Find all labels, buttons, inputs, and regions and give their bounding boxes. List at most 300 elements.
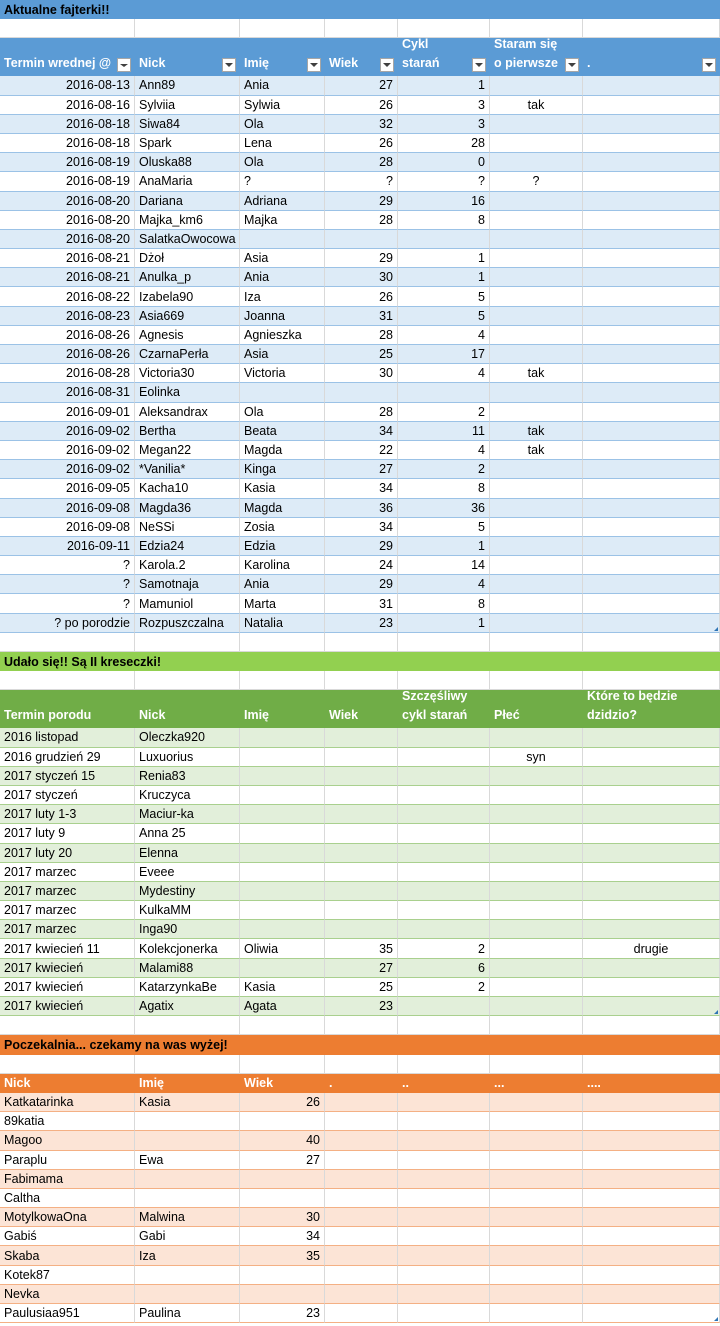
table-cell[interactable] [583, 326, 720, 345]
table-cell[interactable] [398, 1131, 490, 1150]
table-cell[interactable]: Fabimama [0, 1170, 135, 1189]
sort-filter-icon[interactable] [117, 58, 131, 72]
table-cell[interactable] [490, 556, 583, 575]
table-cell[interactable] [583, 76, 720, 95]
table-cell[interactable]: 16 [398, 192, 490, 211]
empty-cell[interactable] [135, 1055, 240, 1074]
table-cell[interactable]: Maciur-ka [135, 805, 240, 824]
table-cell[interactable] [398, 728, 490, 747]
table-cell[interactable]: KatarzynkaBe [135, 978, 240, 997]
table-cell[interactable]: 8 [398, 594, 490, 613]
table-cell[interactable]: Natalia [240, 614, 325, 633]
table-cell[interactable]: 2016-09-02 [0, 460, 135, 479]
table-cell[interactable] [490, 230, 583, 249]
empty-cell[interactable] [583, 1055, 720, 1074]
table-cell[interactable] [490, 76, 583, 95]
table-cell[interactable] [583, 594, 720, 613]
table-cell[interactable] [398, 1189, 490, 1208]
table-cell[interactable]: Anna 25 [135, 824, 240, 843]
empty-cell[interactable] [135, 1016, 240, 1035]
table-cell[interactable]: Oleczka920 [135, 728, 240, 747]
filter-dropdown-icon[interactable] [702, 58, 716, 72]
table-cell[interactable] [583, 153, 720, 172]
table-cell[interactable]: KulkaMM [135, 901, 240, 920]
table-cell[interactable] [240, 1285, 325, 1304]
empty-cell[interactable] [325, 1016, 398, 1035]
table-cell[interactable]: Beata [240, 422, 325, 441]
table-cell[interactable]: Nevka [0, 1285, 135, 1304]
table-cell[interactable]: Kasia [135, 1093, 240, 1112]
table-cell[interactable]: 26 [240, 1093, 325, 1112]
table-cell[interactable]: Gabiś [0, 1227, 135, 1246]
table-cell[interactable] [490, 844, 583, 863]
table-cell[interactable]: 1 [398, 537, 490, 556]
table-cell[interactable]: 28 [325, 211, 398, 230]
table-cell[interactable] [490, 403, 583, 422]
table-cell[interactable]: 35 [325, 939, 398, 958]
table-cell[interactable]: Rozpuszczalna [135, 614, 240, 633]
table-cell[interactable] [583, 134, 720, 153]
table-cell[interactable]: MotylkowaOna [0, 1208, 135, 1227]
table-cell[interactable] [583, 307, 720, 326]
table-cell[interactable] [325, 1304, 398, 1323]
table-cell[interactable]: 26 [325, 96, 398, 115]
table-cell[interactable] [398, 1227, 490, 1246]
table-cell[interactable]: Siwa84 [135, 115, 240, 134]
table-cell[interactable]: 2017 marzec [0, 863, 135, 882]
table-cell[interactable] [583, 1208, 720, 1227]
table-cell[interactable] [398, 824, 490, 843]
table-cell[interactable] [583, 441, 720, 460]
table-cell[interactable] [583, 1151, 720, 1170]
table-cell[interactable] [490, 614, 583, 633]
table-cell[interactable]: 2016-08-26 [0, 345, 135, 364]
filter-dropdown-icon[interactable] [307, 58, 321, 72]
table-cell[interactable] [398, 1208, 490, 1227]
empty-cell[interactable] [398, 671, 490, 690]
table-cell[interactable] [583, 172, 720, 191]
table-cell[interactable] [490, 326, 583, 345]
table-cell[interactable]: Ania [240, 575, 325, 594]
table-cell[interactable]: 35 [240, 1246, 325, 1265]
table-cell[interactable]: 30 [240, 1208, 325, 1227]
table-cell[interactable]: 29 [325, 537, 398, 556]
table-cell[interactable]: 2016-08-19 [0, 172, 135, 191]
table-cell[interactable]: 2017 luty 9 [0, 824, 135, 843]
table-cell[interactable] [490, 268, 583, 287]
empty-cell[interactable] [490, 19, 583, 38]
table-cell[interactable]: Ola [240, 403, 325, 422]
table-cell[interactable]: 2016-08-23 [0, 307, 135, 326]
table-cell[interactable]: 34 [325, 422, 398, 441]
table-cell[interactable] [583, 901, 720, 920]
table-cell[interactable]: 2 [398, 939, 490, 958]
empty-cell[interactable] [135, 671, 240, 690]
table-cell[interactable]: Zosia [240, 518, 325, 537]
table-cell[interactable] [398, 882, 490, 901]
table-cell[interactable]: 2017 kwiecień [0, 959, 135, 978]
table-cell[interactable] [325, 901, 398, 920]
table-cell[interactable]: 27 [325, 959, 398, 978]
empty-cell[interactable] [325, 671, 398, 690]
table-cell[interactable]: Ewa [135, 1151, 240, 1170]
table-cell[interactable]: 25 [325, 345, 398, 364]
table-cell[interactable]: 14 [398, 556, 490, 575]
table-cell[interactable]: Asia [240, 345, 325, 364]
table-cell[interactable]: drugie [583, 939, 720, 958]
table-cell[interactable]: 30 [325, 268, 398, 287]
table-cell[interactable]: 2016-09-01 [0, 403, 135, 422]
table-cell[interactable]: 36 [325, 499, 398, 518]
table-cell[interactable]: Dżoł [135, 249, 240, 268]
table-cell[interactable] [490, 1151, 583, 1170]
filter-dropdown-icon[interactable] [472, 58, 486, 72]
table-cell[interactable]: Iza [135, 1246, 240, 1265]
empty-cell[interactable] [325, 19, 398, 38]
table-cell[interactable] [490, 997, 583, 1016]
table-cell[interactable] [398, 901, 490, 920]
table-cell[interactable]: 28 [325, 326, 398, 345]
table-cell[interactable]: 2016-08-21 [0, 249, 135, 268]
table-cell[interactable] [490, 594, 583, 613]
table-cell[interactable]: Izabela90 [135, 287, 240, 306]
table-cell[interactable] [583, 192, 720, 211]
table-cell[interactable]: 4 [398, 364, 490, 383]
filter-dropdown-icon[interactable] [380, 58, 394, 72]
table-cell[interactable]: 2016-09-08 [0, 518, 135, 537]
table-cell[interactable] [240, 728, 325, 747]
table-cell[interactable]: Malami88 [135, 959, 240, 978]
table-cell[interactable] [583, 959, 720, 978]
table-cell[interactable]: 34 [240, 1227, 325, 1246]
table-cell[interactable] [583, 786, 720, 805]
table-cell[interactable]: 6 [398, 959, 490, 978]
table-cell[interactable]: 2016-09-02 [0, 422, 135, 441]
table-cell[interactable] [240, 844, 325, 863]
table-cell[interactable] [490, 959, 583, 978]
table-cell[interactable]: 2 [398, 978, 490, 997]
table-cell[interactable] [490, 1131, 583, 1150]
table-cell[interactable] [240, 1189, 325, 1208]
table-cell[interactable] [583, 863, 720, 882]
table-cell[interactable] [240, 230, 325, 249]
table-cell[interactable]: ? po porodzie [0, 614, 135, 633]
table-cell[interactable]: 2016-08-18 [0, 134, 135, 153]
table-cell[interactable]: Joanna [240, 307, 325, 326]
table-cell[interactable]: Gabi [135, 1227, 240, 1246]
table-cell[interactable]: Victoria30 [135, 364, 240, 383]
table-cell[interactable] [325, 1266, 398, 1285]
empty-cell[interactable] [490, 1016, 583, 1035]
table-cell[interactable] [240, 1266, 325, 1285]
table-cell[interactable] [240, 920, 325, 939]
table-cell[interactable]: Anulka_p [135, 268, 240, 287]
table-cell[interactable]: 2016-08-13 [0, 76, 135, 95]
table-cell[interactable]: Oluska88 [135, 153, 240, 172]
table-cell[interactable] [398, 748, 490, 767]
table-cell[interactable] [583, 844, 720, 863]
table-cell[interactable] [135, 1112, 240, 1131]
empty-cell[interactable] [240, 633, 325, 652]
table-cell[interactable]: 4 [398, 441, 490, 460]
table-cell[interactable] [398, 1112, 490, 1131]
table-cell[interactable] [325, 882, 398, 901]
empty-cell[interactable] [325, 633, 398, 652]
table-cell[interactable] [583, 499, 720, 518]
table-cell[interactable]: 2016-09-05 [0, 479, 135, 498]
table-cell[interactable]: Ola [240, 153, 325, 172]
empty-cell[interactable] [490, 1055, 583, 1074]
table-cell[interactable] [240, 383, 325, 402]
table-cell[interactable]: Spark [135, 134, 240, 153]
table-cell[interactable]: 2016 listopad [0, 728, 135, 747]
table-cell[interactable]: Kinga [240, 460, 325, 479]
table-cell[interactable] [325, 824, 398, 843]
table-cell[interactable] [583, 920, 720, 939]
table-cell[interactable]: AnaMaria [135, 172, 240, 191]
table-cell[interactable] [583, 978, 720, 997]
table-cell[interactable] [583, 345, 720, 364]
table-cell[interactable] [490, 882, 583, 901]
table-cell[interactable] [583, 1170, 720, 1189]
table-cell[interactable] [490, 920, 583, 939]
table-cell[interactable] [398, 1093, 490, 1112]
table-cell[interactable] [583, 1304, 720, 1323]
table-cell[interactable] [490, 134, 583, 153]
table-cell[interactable]: tak [490, 422, 583, 441]
table-cell[interactable]: Karola.2 [135, 556, 240, 575]
table-cell[interactable] [398, 1170, 490, 1189]
table-cell[interactable]: Edzia [240, 537, 325, 556]
table-cell[interactable]: 25 [325, 978, 398, 997]
table-cell[interactable]: Kotek87 [0, 1266, 135, 1285]
table-cell[interactable]: Renia83 [135, 767, 240, 786]
table-cell[interactable] [325, 383, 398, 402]
table-cell[interactable] [490, 805, 583, 824]
empty-cell[interactable] [0, 1055, 135, 1074]
empty-cell[interactable] [583, 1016, 720, 1035]
table-cell[interactable]: 28 [325, 153, 398, 172]
table-cell[interactable]: Samotnaja [135, 575, 240, 594]
table-cell[interactable]: 2016-08-18 [0, 115, 135, 134]
table-cell[interactable]: 5 [398, 287, 490, 306]
table-cell[interactable]: Asia [240, 249, 325, 268]
table-cell[interactable]: 2016-08-26 [0, 326, 135, 345]
table-cell[interactable]: 0 [398, 153, 490, 172]
table-cell[interactable] [490, 499, 583, 518]
table-cell[interactable] [325, 1208, 398, 1227]
table-cell[interactable] [490, 786, 583, 805]
table-cell[interactable]: 2016-08-16 [0, 96, 135, 115]
table-cell[interactable] [135, 1189, 240, 1208]
table-cell[interactable] [325, 1151, 398, 1170]
table-cell[interactable]: 2016-09-08 [0, 499, 135, 518]
table-cell[interactable] [240, 1170, 325, 1189]
table-cell[interactable] [325, 1093, 398, 1112]
table-cell[interactable]: 31 [325, 594, 398, 613]
table-cell[interactable] [490, 1227, 583, 1246]
table-cell[interactable] [325, 1227, 398, 1246]
table-cell[interactable]: 29 [325, 575, 398, 594]
table-cell[interactable]: 2016-08-22 [0, 287, 135, 306]
table-cell[interactable]: Ola [240, 115, 325, 134]
table-cell[interactable] [583, 1246, 720, 1265]
table-cell[interactable] [398, 1304, 490, 1323]
table-cell[interactable]: 2016-09-02 [0, 441, 135, 460]
table-cell[interactable]: Paraplu [0, 1151, 135, 1170]
table-cell[interactable] [583, 383, 720, 402]
table-cell[interactable] [490, 767, 583, 786]
table-cell[interactable] [325, 1112, 398, 1131]
empty-cell[interactable] [240, 1055, 325, 1074]
table-cell[interactable]: Katkatarinka [0, 1093, 135, 1112]
table-cell[interactable]: 2016-08-19 [0, 153, 135, 172]
table-cell[interactable] [490, 1304, 583, 1323]
table-cell[interactable] [583, 460, 720, 479]
table-cell[interactable] [583, 1131, 720, 1150]
table-cell[interactable]: 40 [240, 1131, 325, 1150]
table-cell[interactable] [240, 882, 325, 901]
table-cell[interactable] [583, 882, 720, 901]
table-cell[interactable]: 32 [325, 115, 398, 134]
table-cell[interactable]: Ania [240, 268, 325, 287]
table-cell[interactable]: 26 [325, 134, 398, 153]
table-cell[interactable]: Iza [240, 287, 325, 306]
table-cell[interactable] [325, 767, 398, 786]
table-cell[interactable]: 27 [325, 76, 398, 95]
table-cell[interactable]: Agatix [135, 997, 240, 1016]
table-cell[interactable]: 3 [398, 115, 490, 134]
table-cell[interactable] [240, 959, 325, 978]
table-cell[interactable]: NeSSi [135, 518, 240, 537]
table-cell[interactable] [490, 460, 583, 479]
table-cell[interactable]: 36 [398, 499, 490, 518]
filter-dropdown-icon[interactable] [565, 58, 579, 72]
table-cell[interactable]: tak [490, 441, 583, 460]
empty-cell[interactable] [325, 1055, 398, 1074]
table-cell[interactable]: Edzia24 [135, 537, 240, 556]
table-cell[interactable] [398, 1285, 490, 1304]
table-cell[interactable] [325, 863, 398, 882]
table-cell[interactable] [490, 249, 583, 268]
table-cell[interactable] [490, 1189, 583, 1208]
table-cell[interactable] [583, 211, 720, 230]
table-cell[interactable] [490, 1170, 583, 1189]
table-cell[interactable]: Asia669 [135, 307, 240, 326]
table-cell[interactable]: 2016-08-20 [0, 211, 135, 230]
table-cell[interactable]: tak [490, 364, 583, 383]
table-cell[interactable]: Aleksandrax [135, 403, 240, 422]
table-cell[interactable]: Elenna [135, 844, 240, 863]
table-cell[interactable]: 2016-08-20 [0, 230, 135, 249]
table-cell[interactable] [398, 844, 490, 863]
table-cell[interactable]: SalatkaOwocowa [135, 230, 240, 249]
empty-cell[interactable] [583, 19, 720, 38]
table-cell[interactable]: 26 [325, 287, 398, 306]
table-cell[interactable]: Malwina [135, 1208, 240, 1227]
table-cell[interactable]: 2017 marzec [0, 882, 135, 901]
table-cell[interactable] [398, 1246, 490, 1265]
table-cell[interactable]: 8 [398, 479, 490, 498]
table-cell[interactable]: Caltha [0, 1189, 135, 1208]
table-cell[interactable] [583, 230, 720, 249]
table-cell[interactable] [583, 1285, 720, 1304]
table-cell[interactable] [490, 518, 583, 537]
table-cell[interactable]: 23 [240, 1304, 325, 1323]
table-cell[interactable]: 23 [325, 997, 398, 1016]
table-cell[interactable] [325, 786, 398, 805]
table-cell[interactable]: Kruczyca [135, 786, 240, 805]
table-cell[interactable] [398, 230, 490, 249]
table-cell[interactable]: 2016-08-31 [0, 383, 135, 402]
table-cell[interactable]: Mydestiny [135, 882, 240, 901]
table-cell[interactable]: 17 [398, 345, 490, 364]
empty-cell[interactable] [490, 671, 583, 690]
table-cell[interactable] [490, 287, 583, 306]
table-cell[interactable]: Paulina [135, 1304, 240, 1323]
table-cell[interactable]: 22 [325, 441, 398, 460]
table-cell[interactable] [583, 518, 720, 537]
table-cell[interactable]: Luxuorius [135, 748, 240, 767]
table-cell[interactable]: *Vanilia* [135, 460, 240, 479]
table-resize-handle[interactable] [714, 1317, 718, 1321]
table-cell[interactable]: ? [325, 172, 398, 191]
table-cell[interactable] [583, 824, 720, 843]
table-cell[interactable]: Paulusiaa951 [0, 1304, 135, 1323]
table-cell[interactable] [398, 805, 490, 824]
table-cell[interactable]: Magoo [0, 1131, 135, 1150]
table-cell[interactable] [398, 786, 490, 805]
table-cell[interactable]: Magda [240, 499, 325, 518]
table-cell[interactable]: 2017 luty 1-3 [0, 805, 135, 824]
table-cell[interactable] [583, 115, 720, 134]
table-cell[interactable] [490, 1208, 583, 1227]
table-cell[interactable]: 31 [325, 307, 398, 326]
table-cell[interactable] [490, 1266, 583, 1285]
table-cell[interactable]: Marta [240, 594, 325, 613]
table-cell[interactable] [583, 805, 720, 824]
table-cell[interactable]: 1 [398, 268, 490, 287]
table-cell[interactable] [398, 767, 490, 786]
table-cell[interactable] [490, 1285, 583, 1304]
empty-cell[interactable] [0, 1016, 135, 1035]
table-cell[interactable] [583, 997, 720, 1016]
table-cell[interactable]: ? [490, 172, 583, 191]
table-cell[interactable] [490, 307, 583, 326]
table-cell[interactable] [583, 537, 720, 556]
table-cell[interactable]: Kasia [240, 479, 325, 498]
table-cell[interactable] [490, 1093, 583, 1112]
table-cell[interactable] [240, 1112, 325, 1131]
table-cell[interactable]: Majka [240, 211, 325, 230]
table-cell[interactable] [583, 1266, 720, 1285]
table-cell[interactable] [240, 767, 325, 786]
table-cell[interactable]: Inga90 [135, 920, 240, 939]
table-cell[interactable] [325, 1285, 398, 1304]
empty-cell[interactable] [583, 671, 720, 690]
empty-cell[interactable] [398, 633, 490, 652]
table-cell[interactable]: 4 [398, 326, 490, 345]
table-cell[interactable] [490, 153, 583, 172]
empty-cell[interactable] [583, 633, 720, 652]
table-cell[interactable] [240, 824, 325, 843]
table-cell[interactable] [135, 1285, 240, 1304]
table-cell[interactable] [583, 96, 720, 115]
table-cell[interactable]: Majka_km6 [135, 211, 240, 230]
table-cell[interactable]: syn [490, 748, 583, 767]
table-cell[interactable] [325, 1131, 398, 1150]
table-cell[interactable]: ? [0, 556, 135, 575]
